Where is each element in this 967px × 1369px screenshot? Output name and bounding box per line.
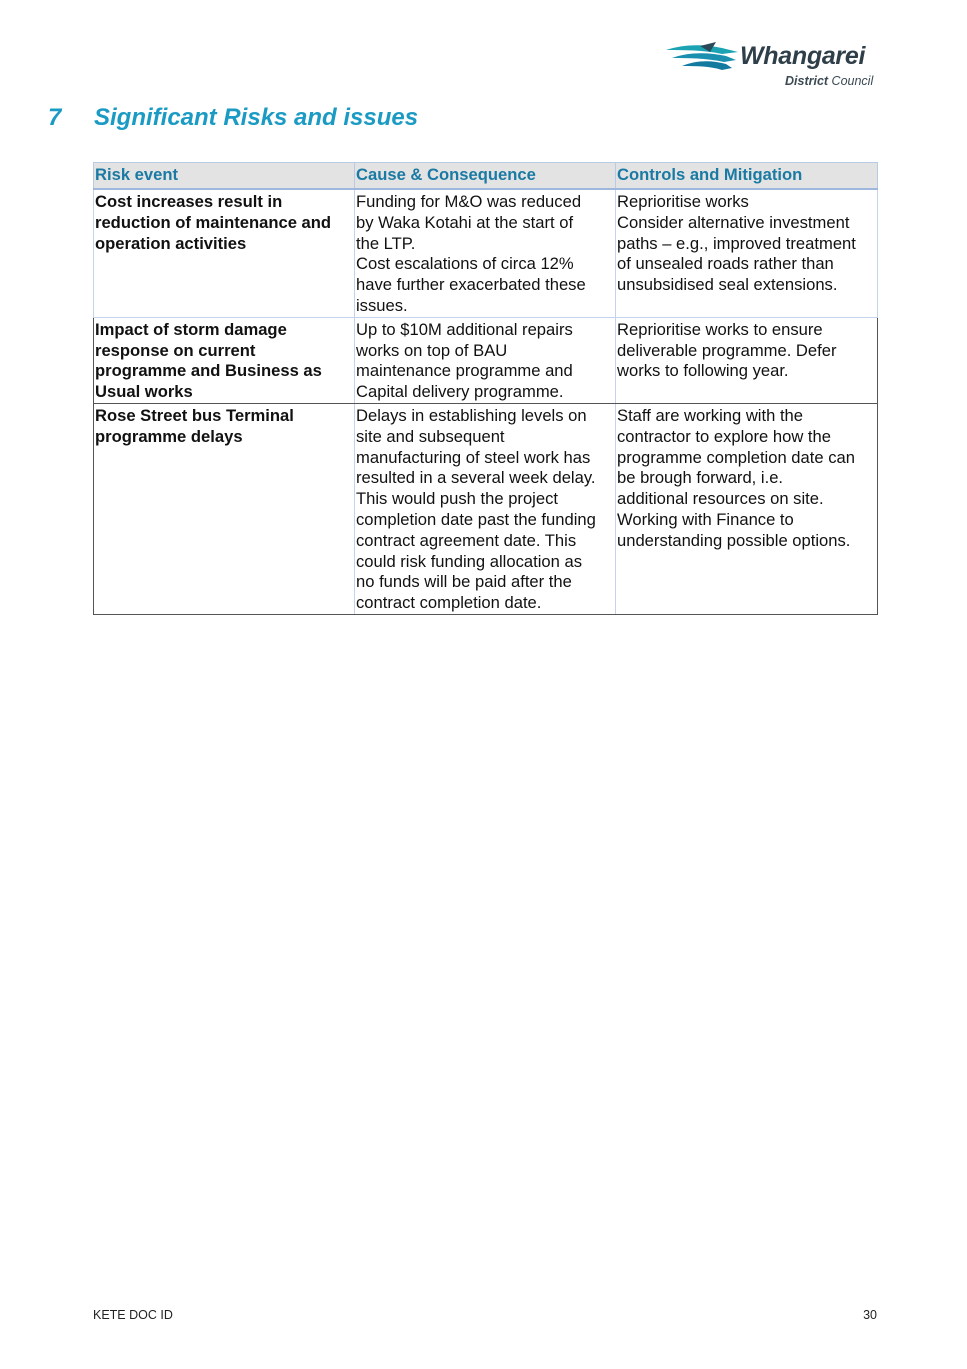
risk-event-line: Cost increases result in — [95, 192, 283, 211]
logo-subtitle — [785, 74, 873, 88]
cause-line: Funding for M&O was reduced — [356, 192, 582, 211]
section-title: Significant Risks and issues — [94, 104, 419, 131]
cause-line: could risk funding allocation as — [356, 551, 582, 571]
cause-line: completion date past the funding — [356, 509, 596, 529]
cause-cell — [355, 189, 616, 317]
controls-line: be brough forward, i.e. — [617, 468, 784, 488]
controls-line: programme completion date can — [617, 447, 855, 467]
table-header-row — [94, 163, 878, 190]
risk-event-cell — [94, 317, 355, 403]
header-controls-mitigation: Controls and Mitigation — [616, 163, 878, 190]
risk-event-line: programme and Business as — [95, 361, 322, 381]
controls-line: Reprioritise works to ensure — [617, 319, 823, 339]
cause-line: have further exacerbated these — [356, 275, 586, 295]
header-cause-consequence: Cause & Consequence — [355, 163, 616, 190]
risk-event-line: Usual works — [95, 382, 193, 402]
table-row — [94, 317, 878, 403]
controls-line: deliverable programme. Defer — [617, 340, 837, 360]
logo-name: Whangarei — [740, 42, 866, 70]
cause-line: Delays in establishing levels on — [356, 405, 587, 425]
whangarei-district-council-logo — [664, 40, 884, 92]
controls-cell — [616, 403, 878, 614]
controls-line: unsubsidised seal extensions. — [617, 275, 838, 295]
section-number: 7 — [48, 104, 62, 131]
controls-line: Working with Finance to — [617, 509, 794, 529]
risk-event-line: reduction of maintenance and — [95, 212, 332, 232]
footer-page-number: 30 — [863, 1308, 877, 1322]
cause-cell — [355, 403, 616, 614]
controls-line: understanding possible options. — [617, 530, 851, 550]
risk-event-line: programme delays — [95, 426, 243, 446]
wave-logo-icon — [664, 42, 740, 76]
risk-event-line: response on current — [95, 340, 256, 360]
risks-table — [93, 162, 878, 615]
controls-line: works to following year. — [617, 361, 789, 381]
controls-line: additional resources on site. — [617, 489, 824, 509]
risk-event-cell — [94, 189, 355, 317]
cause-line: contract agreement date. This — [356, 530, 577, 550]
controls-line: of unsealed roads rather than — [617, 254, 834, 274]
section-heading — [48, 104, 418, 132]
cause-line: Cost escalations of circa 12% — [356, 254, 574, 274]
cause-line: Capital delivery programme. — [356, 382, 564, 402]
controls-line: Reprioritise works — [617, 192, 749, 211]
risk-event-line: Impact of storm damage — [95, 319, 287, 339]
cause-line: site and subsequent — [356, 426, 505, 446]
risk-event-line: Rose Street bus Terminal — [95, 405, 294, 425]
table-row — [94, 403, 878, 614]
cause-line: This would push the project — [356, 489, 559, 509]
cause-line: resulted in a several week delay. — [356, 468, 596, 488]
cause-line: contract completion date. — [356, 593, 542, 613]
cause-line: maintenance programme and — [356, 361, 573, 381]
header-risk-event: Risk event — [94, 163, 355, 190]
controls-line: Staff are working with the — [617, 405, 804, 425]
risk-event-cell — [94, 403, 355, 614]
controls-line: Consider alternative investment — [617, 212, 850, 232]
footer-doc-id: KETE DOC ID — [93, 1308, 173, 1322]
cause-line: by Waka Kotahi at the start of — [356, 212, 574, 232]
cause-line: issues. — [356, 295, 408, 315]
logo-subtitle-rest: Council — [828, 74, 874, 88]
risk-event-line: operation activities — [95, 233, 247, 253]
logo-subtitle-bold: District — [785, 74, 829, 88]
table-row — [94, 189, 878, 317]
cause-cell — [355, 317, 616, 403]
controls-line: contractor to explore how the — [617, 426, 831, 446]
cause-line: Up to $10M additional repairs — [356, 319, 573, 339]
controls-line: paths – e.g., improved treatment — [617, 233, 856, 253]
cause-line: the LTP. — [356, 233, 416, 253]
controls-cell — [616, 317, 878, 403]
cause-line: works on top of BAU — [356, 340, 508, 360]
controls-cell — [616, 189, 878, 317]
cause-line: no funds will be paid after the — [356, 572, 572, 592]
cause-line: manufacturing of steel work has — [356, 447, 591, 467]
